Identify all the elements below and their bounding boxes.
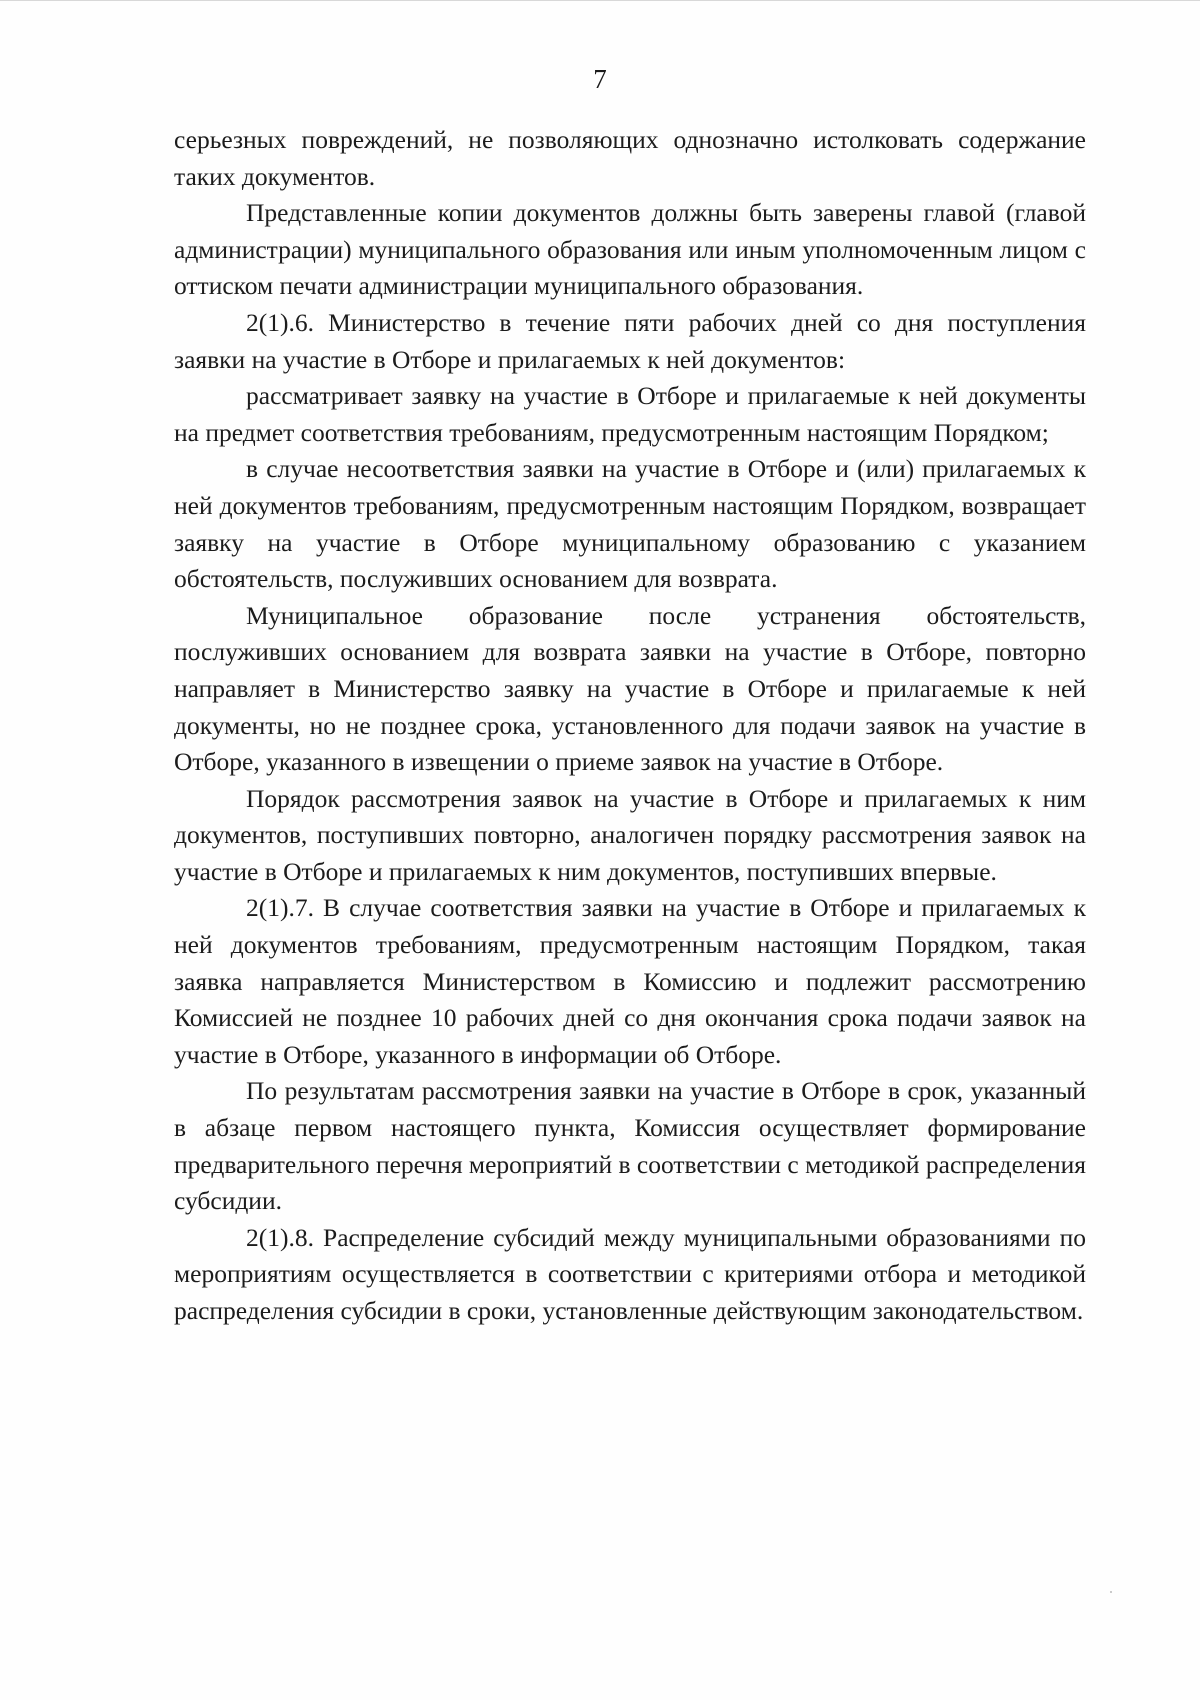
paragraph-repeat-review-procedure: Порядок рассмотрения заявок на участие в Отборе и прилагаемых к ним документов, поступивших повторно, аналогичен порядку рассмотрения заявок на участие в Отборе и прилагаемых к ним документов, поступивших впервые. bbox=[174, 783, 1086, 886]
paragraph-preliminary-list: По результатам рассмотрения заявки на участие в Отборе в срок, указанный в абзаце первом настоящего пункта, Комиссия осуществляет формирование предварительного перечня мероприятий в соответствии с методикой распределения субсидии. bbox=[174, 1076, 1086, 1216]
page-number: 7 bbox=[593, 64, 607, 94]
paragraph-returns-application: в случае несоответствия заявки на участие в Отборе и (или) прилагаемых к ней документов требованиям, предусмотренным настоящим Порядком, возвращает заявку на участие в Отборе муниципальному образованию с указанием обстоятельств, послуживших основанием для возврата. bbox=[174, 454, 1086, 594]
paragraph-reviews-application: рассматривает заявку на участие в Отборе и прилагаемые к ней документы на предмет соответствия требованиям, предусмотренным настоящим Порядком; bbox=[174, 381, 1086, 447]
paragraph-continuation: серьезных повреждений, не позволяющих однозначно истолковать содержание таких документов. bbox=[174, 125, 1086, 191]
paragraph-clause-2-1-7: 2(1).7. В случае соответствия заявки на участие в Отборе и прилагаемых к ней документов требованиям, предусмотренным настоящим Порядком, такая заявка направляется Министерством в Комиссию и подлежит рассмотрению Комиссией не позднее 10 рабочих дней со дня окончания срока подачи заявок на участие в Отборе, указанного в информации об Отборе. bbox=[174, 893, 1086, 1069]
paragraph-clause-2-1-6: 2(1).6. Министерство в течение пяти рабочих дней со дня поступления заявки на участие в Отборе и прилагаемых к ней документов: bbox=[174, 307, 1086, 374]
paragraph-clause-2-1-8: 2(1).8. Распределение субсидий между муниципальными образованиями по мероприятиям осуществляется в соответствии с критериями отбора и методикой распределения субсидии в сроки, установленные действующим законодательством. bbox=[174, 1222, 1086, 1325]
paragraph-resubmission: Муниципальное образование после устранения обстоятельств, послуживших основанием для возврата заявки на участие в Отборе, повторно направляет в Министерство заявку на участие в Отборе и прилагаемые к ней документы, но не позднее срока, установленного для подачи заявок на участие в Отборе, указанного в извещении о приеме заявок на участие в Отборе. bbox=[174, 600, 1086, 777]
document-body bbox=[174, 122, 1086, 1330]
paragraph-copies-certification: Представленные копии документов должны быть заверены главой (главой администрации) муниципального образования или иным уполномоченным лицом с оттиском печати администрации муниципального образования. bbox=[174, 198, 1086, 301]
scan-artifact bbox=[1110, 1591, 1112, 1593]
